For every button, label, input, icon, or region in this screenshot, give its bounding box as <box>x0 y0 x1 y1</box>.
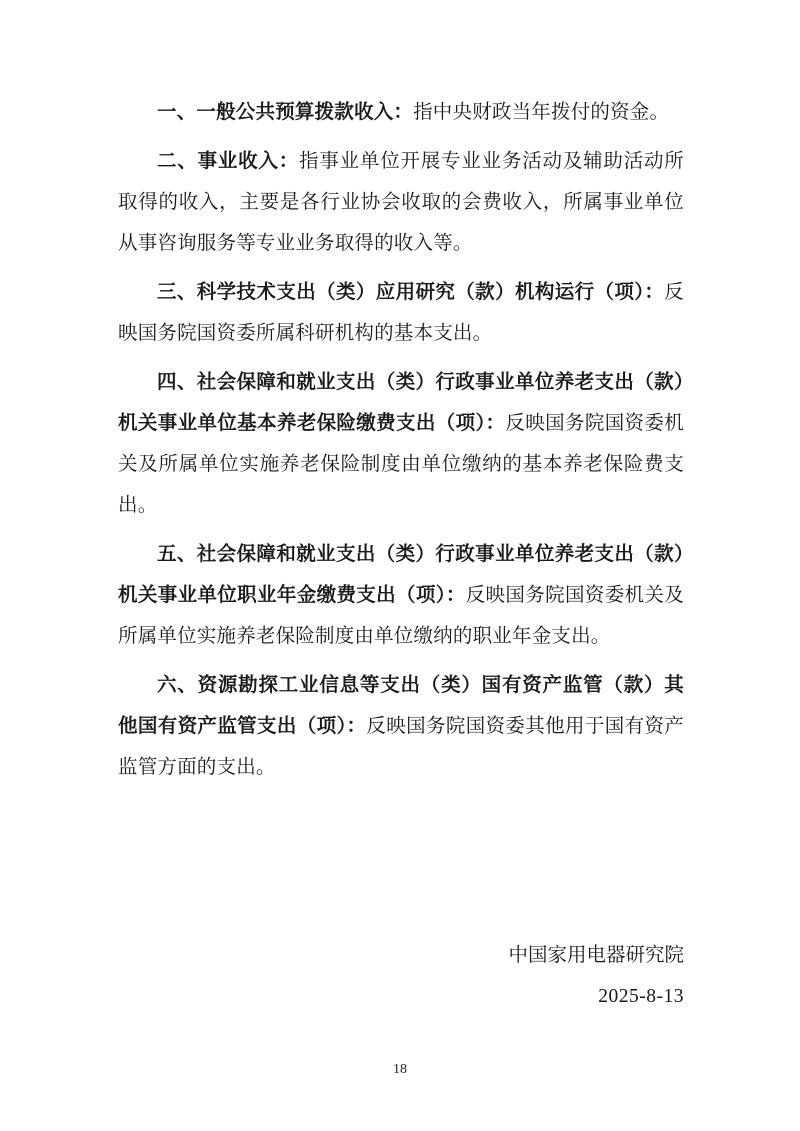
paragraph-1-body: 指中央财政当年拨付的资金。 <box>413 102 670 123</box>
paragraph-3 <box>118 272 684 354</box>
paragraph-6-lead: 六、资源勘探工业信息等支出（类）国有资产监管（款）其他国有资产监管支出（项）： <box>118 675 684 737</box>
document-body <box>118 92 684 788</box>
paragraph-3-body: 反映国务院国资委所属科研机构的基本支出。 <box>118 282 684 344</box>
paragraph-4 <box>118 362 684 526</box>
paragraph-2-lead: 二、事业收入： <box>157 151 300 172</box>
paragraph-2-body: 指事业单位开展专业业务活动及辅助活动所取得的收入，主要是各行业协会收取的会费收入，所属事业单位从事咨询服务等专业业务取得的收入等。 <box>118 151 684 254</box>
paragraph-5-body: 反映国务院国资委机关及所属单位实施养老保险制度由单位缴纳的职业年金支出。 <box>118 585 684 647</box>
paragraph-4-body: 反映国务院国资委机关及所属单位实施养老保险制度由单位缴纳的基本养老保险费支出。 <box>118 413 684 516</box>
paragraph-6-body: 反映国务院国资委其他用于国有资产监管方面的支出。 <box>118 716 684 778</box>
paragraph-6 <box>118 665 684 788</box>
signature-organization: 中国家用电器研究院 <box>508 945 684 966</box>
signature-block <box>118 935 686 1017</box>
paragraph-5-lead: 五、社会保障和就业支出（类）行政事业单位养老支出（款）机关事业单位职业年金缴费支出（项）： <box>118 544 684 606</box>
paragraph-1 <box>118 92 684 133</box>
signature-date: 2025-8-13 <box>598 986 684 1007</box>
paragraph-2 <box>118 141 684 264</box>
paragraph-5 <box>118 534 684 657</box>
paragraph-1-lead: 一、一般公共预算拨款收入： <box>157 102 414 123</box>
page-number: 18 <box>393 1062 407 1077</box>
paragraph-3-lead: 三、科学技术支出（类）应用研究（款）机构运行（项）： <box>157 282 665 303</box>
paragraph-4-lead: 四、社会保障和就业支出（类）行政事业单位养老支出（款）机关事业单位基本养老保险缴费支出（项）： <box>118 372 684 434</box>
